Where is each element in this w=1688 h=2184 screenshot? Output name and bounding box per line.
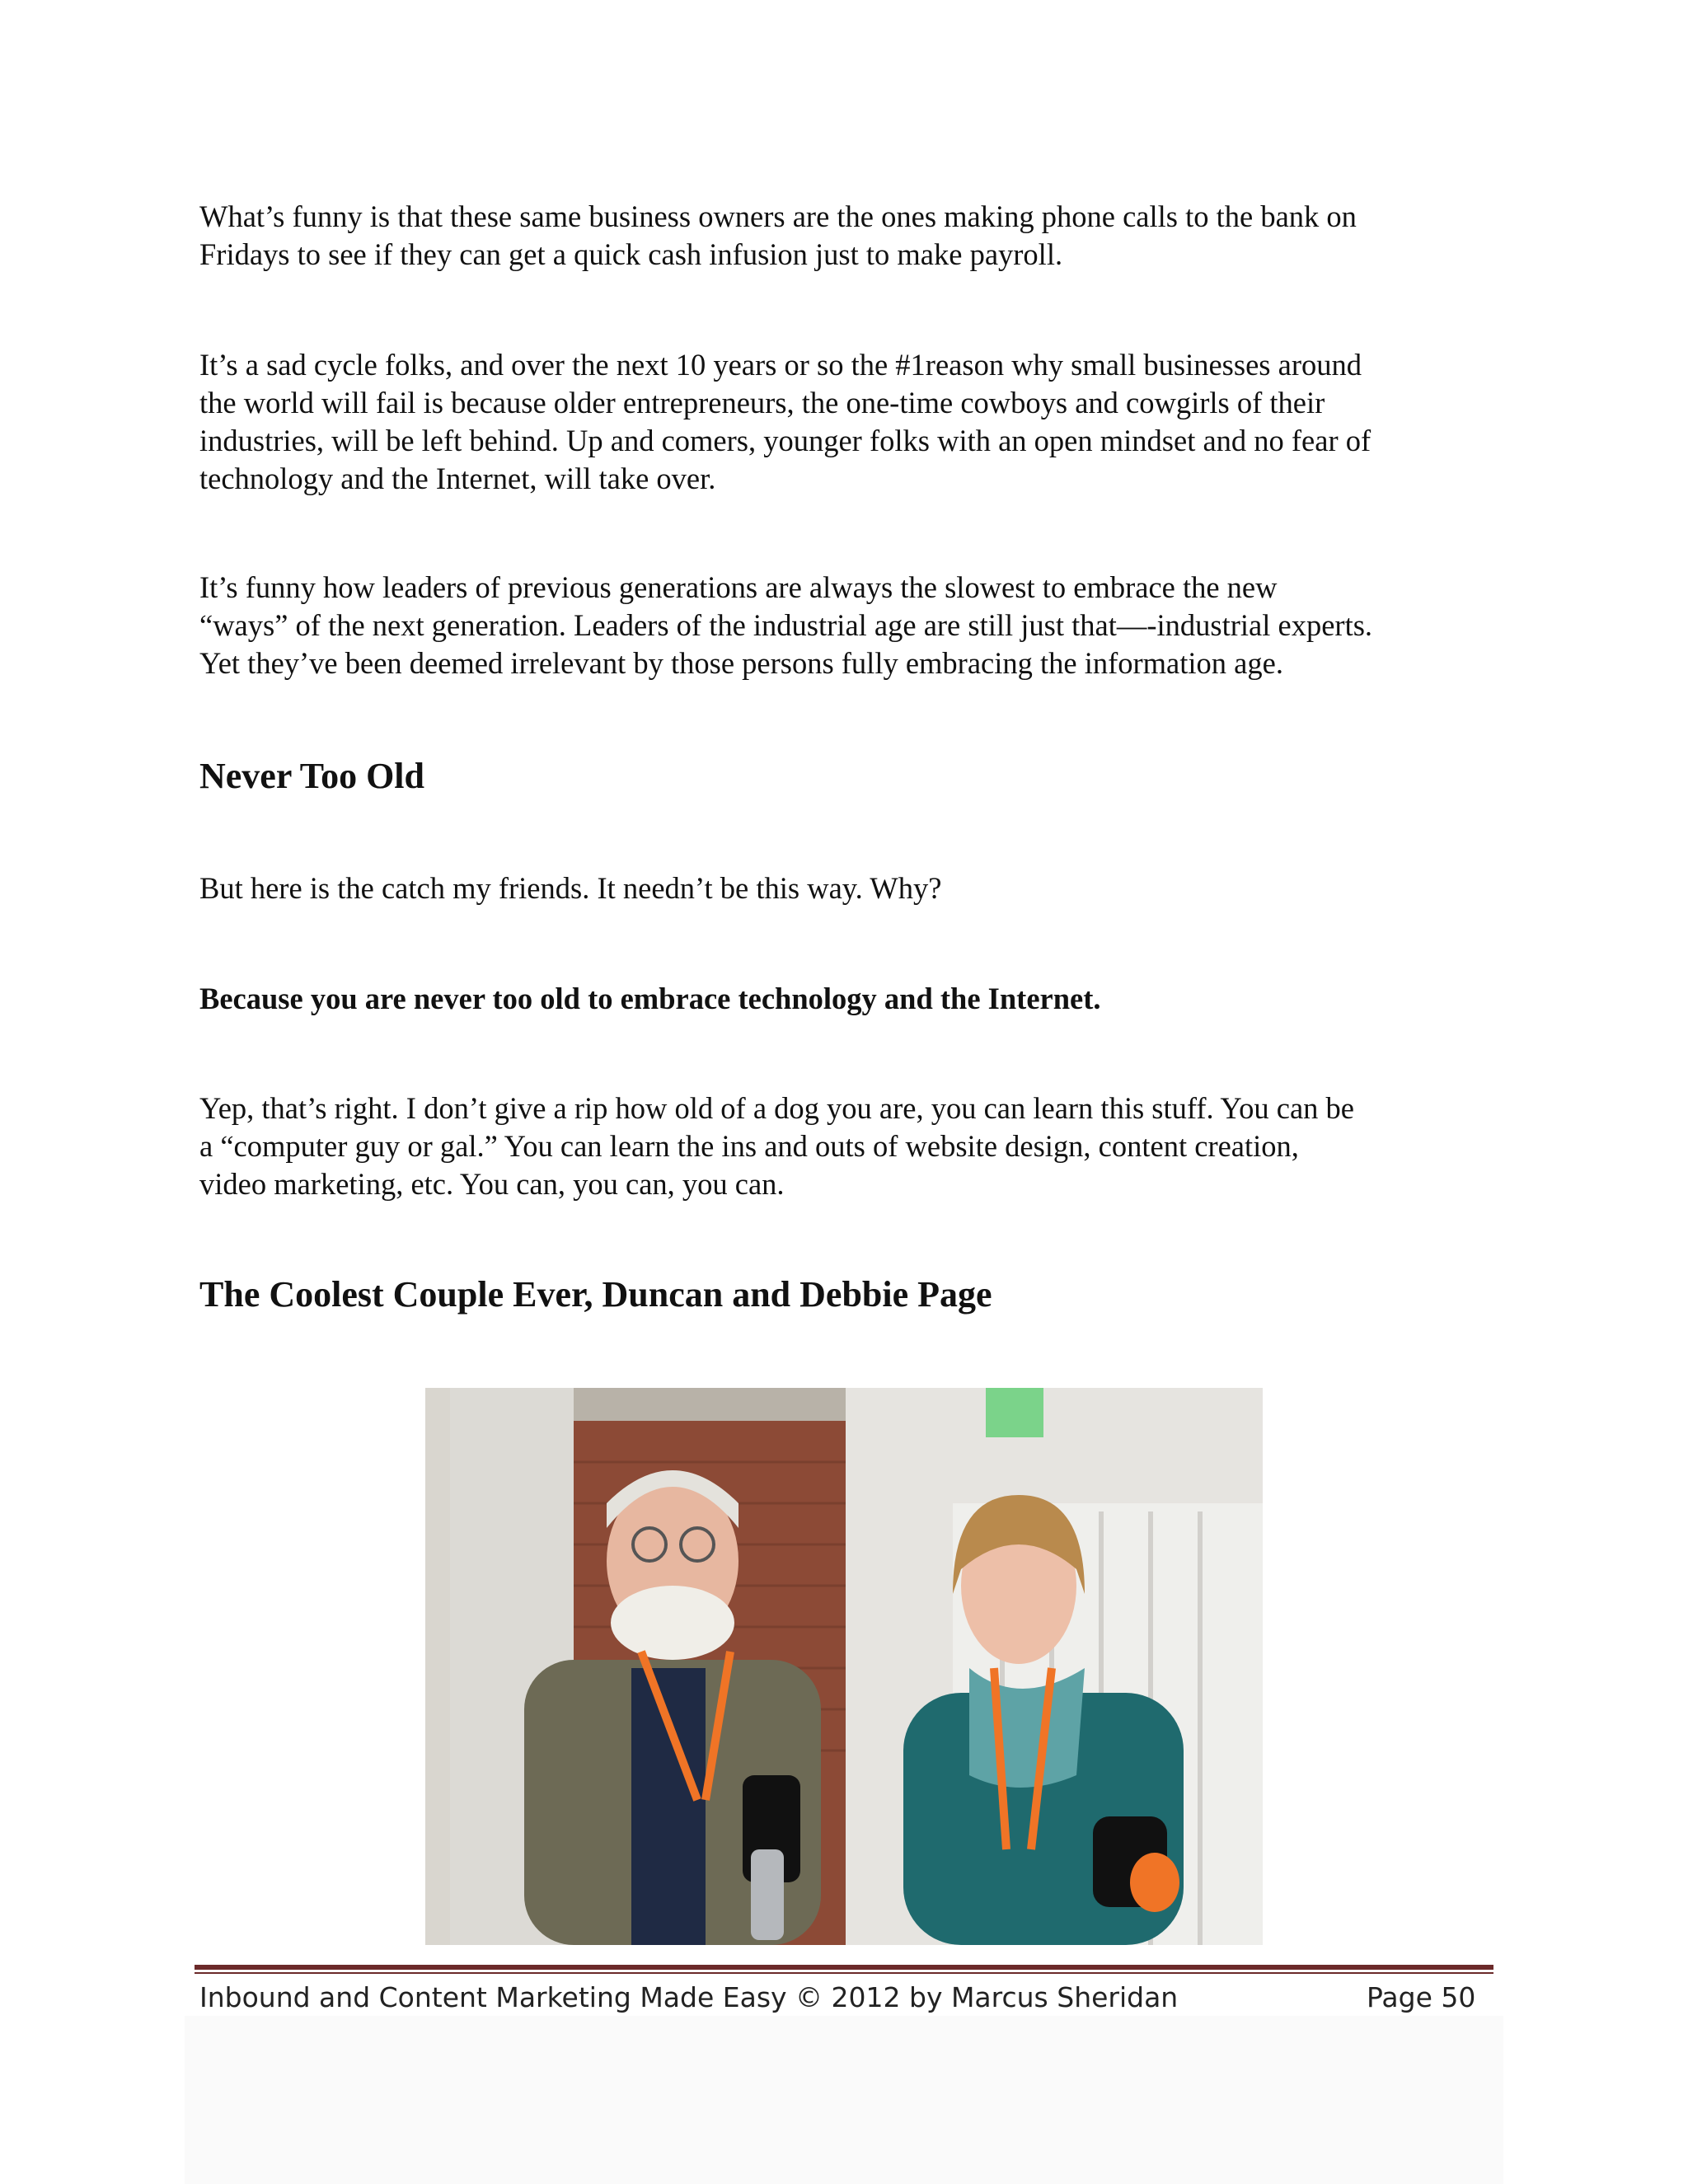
footer-page-number: Page 50: [1367, 1981, 1476, 2013]
text-line: Yet they’ve been deemed irrelevant by those persons fully embracing the information age.: [199, 646, 1283, 680]
paragraph-leaders: [199, 569, 1502, 682]
text-line: “ways” of the next generation. Leaders of the industrial age are still just that—-industrial experts.: [199, 608, 1373, 642]
text-line: video marketing, etc. You can, you can, you can.: [199, 1167, 785, 1201]
footer-copyright: Inbound and Content Marketing Made Easy © 2012 by Marcus Sheridan: [199, 1981, 1179, 2013]
text-line: the world will fail is because older entrepreneurs, the one-time cowboys and cowgirls of their: [199, 386, 1325, 419]
footer-rule: [195, 1965, 1493, 1970]
paragraph-sad-cycle: [199, 346, 1502, 498]
section-heading-never-too-old: Never Too Old: [199, 756, 425, 796]
couple-photo: [425, 1388, 1263, 1945]
text-line: It’s a sad cycle folks, and over the next 10 years or so the #1reason why small businesses around: [199, 348, 1362, 382]
text-line: industries, will be left behind. Up and comers, younger folks with an open mindset and no fear of: [199, 424, 1372, 457]
footer-rule-thin: [195, 1972, 1493, 1974]
text-line: Fridays to see if they can get a quick cash infusion just to make payroll.: [199, 237, 1063, 271]
text-line: Yep, that’s right. I don’t give a rip how old of a dog you are, you can learn this stuff. You can be: [199, 1091, 1354, 1125]
text-line: technology and the Internet, will take over.: [199, 462, 716, 495]
bold-statement: Because you are never too old to embrace technology and the Internet.: [199, 982, 1101, 1015]
text-line: a “computer guy or gal.” You can learn the ins and outs of website design, content creation,: [199, 1129, 1299, 1163]
couple-photo-illustration: [425, 1388, 1263, 1945]
text-line: It’s funny how leaders of previous generations are always the slowest to embrace the new: [199, 570, 1278, 604]
paragraph-payroll: [199, 198, 1502, 274]
text-line: What’s funny is that these same business owners are the ones making phone calls to the bank on: [199, 199, 1357, 233]
page-bottom-band: [185, 2016, 1503, 2184]
paragraph-catch: But here is the catch my friends. It needn’t be this way. Why?: [199, 871, 942, 905]
section-heading-coolest-couple: The Coolest Couple Ever, Duncan and Debbie Page: [199, 1274, 992, 1315]
paragraph-you-can: [199, 1090, 1502, 1203]
